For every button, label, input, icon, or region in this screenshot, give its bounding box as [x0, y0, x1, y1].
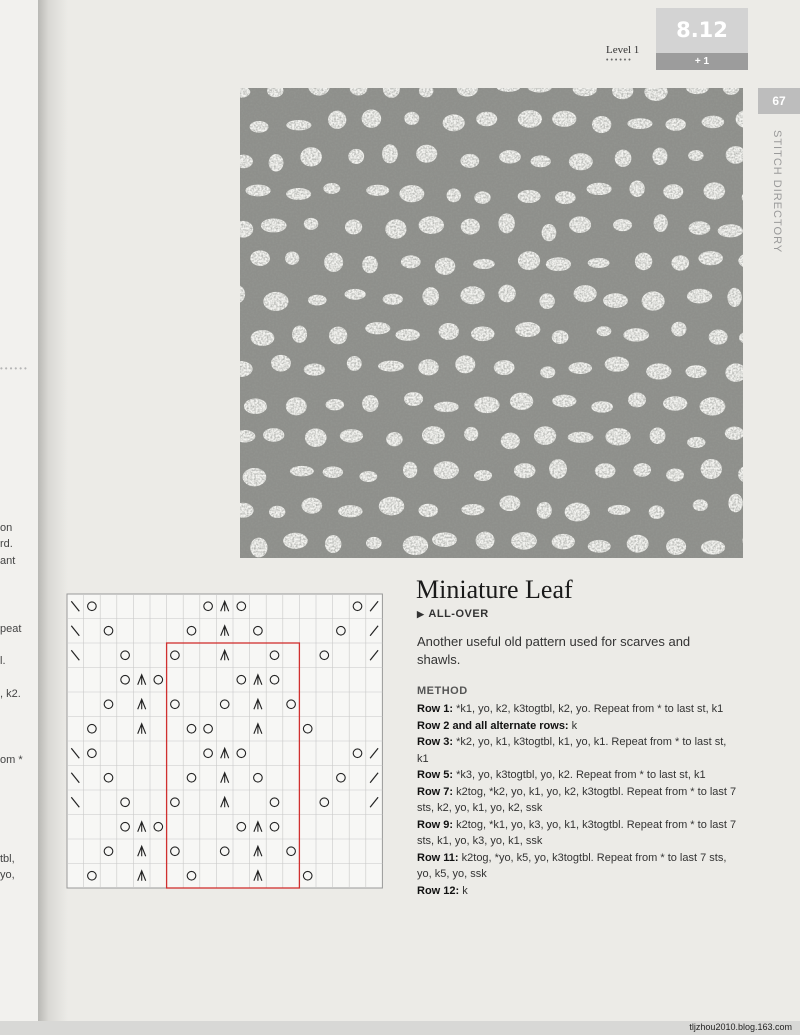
- pattern-category-label: ALL-OVER: [428, 608, 489, 620]
- row-label: Row 9:: [417, 818, 454, 831]
- footer-bar: [0, 1021, 800, 1035]
- method-row: [417, 817, 737, 850]
- left-page-fragment: yo,: [0, 869, 15, 881]
- method-row: [417, 784, 737, 817]
- row-label: Row 12:: [417, 884, 460, 897]
- left-page-fragment: tbl,: [0, 853, 15, 865]
- method-row: [417, 883, 737, 900]
- method-row: [417, 701, 737, 718]
- page-number-tab: 67: [758, 88, 800, 114]
- method-row: [417, 850, 737, 883]
- left-page-fragment: on: [0, 522, 13, 534]
- left-page-fragment: ant: [0, 555, 16, 567]
- lace-swatch-image: [240, 88, 743, 558]
- difficulty-dots: ••••••: [606, 57, 633, 64]
- watermark-text: tljzhou2010.blog.163.com: [689, 1022, 792, 1032]
- row-label: Row 2 and all alternate rows:: [417, 719, 569, 732]
- pattern-title: Miniature Leaf: [416, 575, 573, 604]
- row-text: k2tog, *k1, yo, k3, yo, k1, k3togtbl. Repeat from * to last 7 sts, k1, yo, k3, yo, k1, ssk: [417, 818, 737, 847]
- left-page-fragment: rd.: [0, 538, 13, 550]
- pattern-description: Another useful old pattern used for scarves and shawls.: [417, 634, 691, 667]
- section-side-label: STITCH DIRECTORY: [771, 130, 783, 254]
- method-row: [417, 767, 737, 784]
- row-text: *k2, yo, k1, k3togtbl, k1, yo, k1. Repeat from * to last st, k1: [417, 736, 727, 765]
- method-heading: METHOD: [417, 685, 468, 697]
- section-sub-badge: + 1: [656, 53, 748, 70]
- stitch-chart: [63, 590, 392, 900]
- row-label: Row 3:: [417, 736, 454, 748]
- section-number-badge: [656, 8, 748, 70]
- row-text: k: [571, 719, 578, 732]
- row-label: Row 11:: [417, 851, 459, 864]
- section-number: 8.12: [676, 18, 728, 42]
- left-page-dots: ••••••: [0, 364, 29, 373]
- row-text: *k1, yo, k2, k3togtbl, k2, yo. Repeat from * to last st, k1: [456, 703, 724, 715]
- row-text: *k3, yo, k3togtbl, yo, k2. Repeat from * to last st, k1: [456, 769, 706, 781]
- row-label: Row 5:: [417, 769, 454, 781]
- swatch-photo: [240, 88, 743, 558]
- left-page-fragment: peat: [0, 623, 22, 635]
- method-rows: [417, 701, 737, 899]
- left-page-fragment: l.: [0, 655, 6, 667]
- stitch-chart-grid: [63, 590, 392, 900]
- row-text: k2tog, *yo, k5, yo, k3togtbl. Repeat from * to last 7 sts, yo, k5, yo, ssk: [417, 851, 727, 880]
- method-row: [417, 718, 737, 735]
- row-label: Row 1:: [417, 703, 454, 715]
- left-page-fragment: , k2.: [0, 688, 21, 700]
- row-text: k: [462, 884, 468, 897]
- difficulty-level: Level 1: [606, 44, 640, 56]
- row-label: Row 7:: [417, 785, 454, 798]
- left-page-fragment: om *: [0, 754, 23, 766]
- caret-right-icon: ▶: [417, 609, 425, 619]
- pattern-category: [417, 608, 489, 620]
- method-row: [417, 734, 737, 767]
- row-text: k2tog, *k2, yo, k1, yo, k2, k3togtbl. Repeat from * to last 7 sts, k2, yo, k1, yo, k2, ssk: [417, 785, 737, 814]
